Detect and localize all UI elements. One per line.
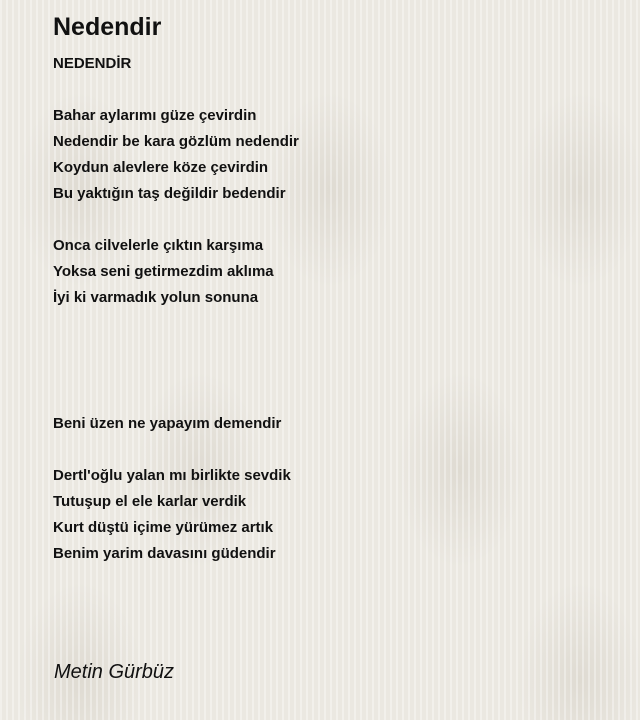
poem-line: Yoksa seni getirmezdim aklıma [53, 263, 274, 280]
poem-line: Nedendir be kara gözlüm nedendir [53, 133, 299, 150]
poem-line: Bu yaktığın taş değildir bedendir [53, 185, 286, 202]
poem-title: Nedendir [53, 13, 162, 41]
poem-line: Tutuşup el ele karlar verdik [53, 493, 247, 510]
poem-line: Bahar aylarımı güze çevirdin [53, 107, 257, 124]
poem-line: Koydun alevlere köze çevirdin [53, 159, 269, 176]
poem-line: Beni üzen ne yapayım demendir [53, 415, 282, 432]
poem-line: Onca cilvelerle çıktın karşıma [53, 237, 264, 254]
poem-line: İyi ki varmadık yolun sonuna [53, 289, 259, 306]
poem-line: Benim yarim davasını güdendir [53, 545, 276, 562]
poem-line: Dertl'oğlu yalan mı birlikte sevdik [53, 467, 291, 484]
poem-line: Kurt düştü içime yürümez artık [53, 519, 274, 536]
poem-author: Metin Gürbüz [54, 661, 175, 683]
poem-subtitle: NEDENDİR [53, 55, 132, 72]
